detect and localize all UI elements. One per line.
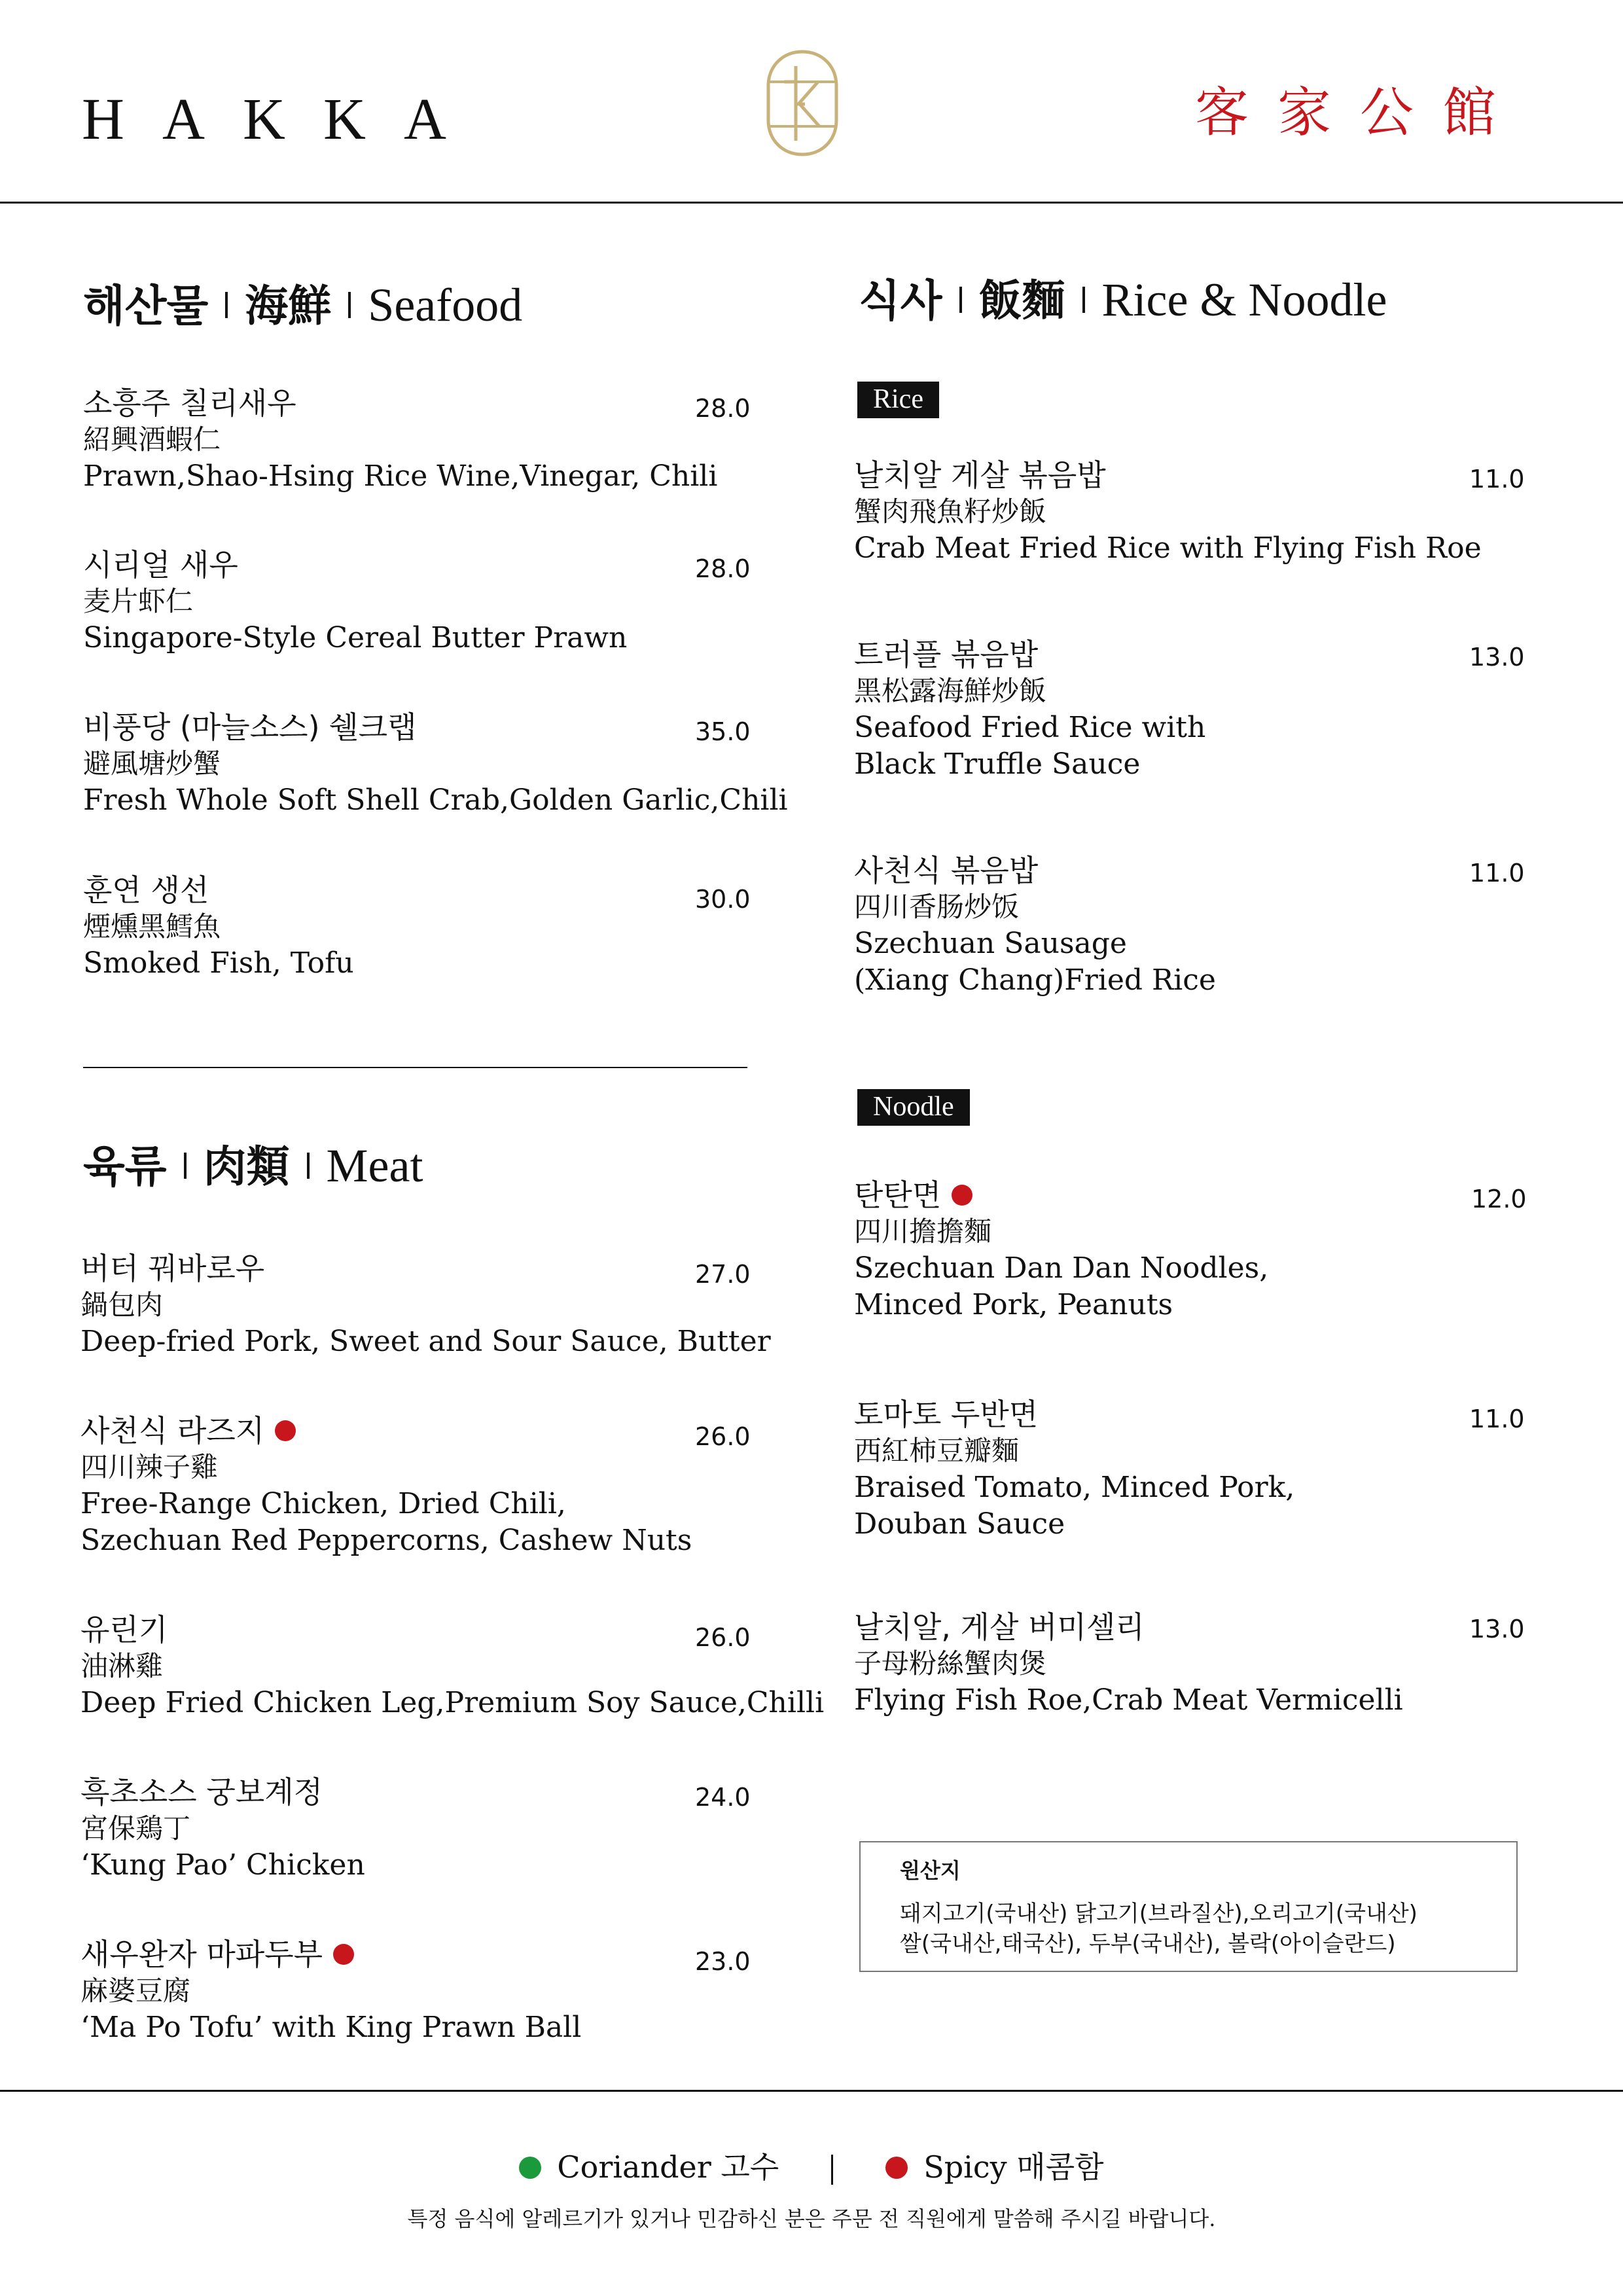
item-name-ko: 새우완자 마파두부	[80, 1937, 323, 1972]
item-description: Minced Pork, Peanuts	[854, 1288, 1173, 1321]
item-name-ko: 날치알, 게살 버미셀리	[854, 1609, 1145, 1645]
legend-spicy: Spicy 매콤함	[923, 2149, 1104, 2185]
section-title-ko: 육류	[83, 1141, 167, 1192]
menu-item	[854, 1609, 1403, 1719]
menu-item	[854, 1177, 1268, 1323]
origin-line: 돼지고기(국내산) 닭고기(브라질산),오리고기(국내산)	[900, 1901, 1418, 1927]
item-name-ko: 버터 꿔바로우	[80, 1251, 265, 1286]
coriander-indicator-icon	[519, 2157, 541, 2179]
item-price: 13.0	[1469, 1615, 1525, 1643]
item-description: (Xiang Chang)Fried Rice	[854, 963, 1216, 997]
item-description: Deep-fried Pork, Sweet and Sour Sauce, Butter	[80, 1325, 771, 1358]
item-price: 23.0	[695, 1947, 751, 1976]
item-price: 30.0	[695, 885, 751, 914]
menu-item	[80, 1412, 692, 1559]
item-name-ko: 트러플 볶음밥	[854, 637, 1039, 672]
item-name-ko: 토마토 두반면	[854, 1397, 1039, 1432]
section-divider	[83, 1067, 747, 1068]
item-description: Black Truffle Sauce	[854, 747, 1141, 781]
section-title-en: Rice & Noodle	[1101, 274, 1387, 326]
item-name-cn: 西紅柿豆瓣麵	[854, 1435, 1020, 1467]
item-description: Prawn,Shao-Hsing Rice Wine,Vinegar, Chili	[83, 459, 718, 493]
item-description: Singapore-Style Cereal Butter Prawn	[83, 621, 628, 655]
item-description: Flying Fish Roe,Crab Meat Vermicelli	[854, 1683, 1403, 1717]
spicy-indicator-icon	[952, 1185, 972, 1206]
item-description: Fresh Whole Soft Shell Crab,Golden Garlic,Chili	[83, 783, 788, 817]
spicy-indicator-icon	[333, 1944, 354, 1965]
item-description: Crab Meat Fried Rice with Flying Fish Roe	[854, 531, 1482, 565]
item-name-cn: 子母粉絲蟹肉煲	[854, 1647, 1047, 1679]
brand-name: HAKKA	[82, 87, 484, 152]
item-description: Szechuan Red Peppercorns, Cashew Nuts	[80, 1524, 692, 1557]
item-price: 35.0	[695, 717, 751, 746]
spicy-indicator-icon	[275, 1420, 296, 1441]
section-title-cn: 肉類	[203, 1141, 290, 1192]
menu-item	[83, 872, 354, 982]
item-name-cn: 四川香肠炒饭	[854, 891, 1020, 923]
item-name-cn: 麦片虾仁	[83, 585, 194, 617]
section-title-ko: 식사	[859, 276, 942, 326]
footer-divider	[0, 2090, 1623, 2092]
item-name-ko: 사천식 라즈지	[80, 1413, 265, 1448]
item-name-cn: 四川辣子雞	[80, 1451, 219, 1483]
item-name-cn: 煙燻黑鱈魚	[83, 910, 221, 942]
section-title-rice-noodle	[859, 274, 1387, 326]
section-title-ko: 해산물	[83, 281, 209, 331]
item-name-ko: 사천식 볶음밥	[854, 853, 1039, 888]
origin-line: 쌀(국내산,태국산), 두부(국내산), 볼락(아이슬란드)	[900, 1931, 1396, 1957]
item-name-ko: 탄탄면	[854, 1177, 942, 1213]
legend-coriander: Coriander 고수	[557, 2149, 779, 2185]
item-price: 28.0	[695, 394, 751, 423]
item-description: Douban Sauce	[854, 1507, 1065, 1541]
menu-item	[854, 852, 1216, 999]
item-name-ko: 소흥주 칠리새우	[83, 386, 296, 421]
item-name-cn: 避風塘炒蟹	[83, 747, 221, 780]
section-title-en: Seafood	[368, 279, 523, 331]
item-price: 24.0	[695, 1783, 751, 1812]
item-description: ‘Kung Pao’ Chicken	[80, 1848, 365, 1882]
menu-item	[83, 709, 788, 819]
menu-item	[854, 1396, 1294, 1543]
item-description: Deep Fried Chicken Leg,Premium Soy Sauce,Chilli	[80, 1686, 825, 1719]
section-title-meat	[83, 1139, 423, 1192]
item-name-ko: 시리얼 새우	[83, 547, 238, 583]
subsection-label-noodle: Noodle	[857, 1089, 970, 1126]
item-description: Smoked Fish, Tofu	[83, 946, 354, 980]
item-description: Free-Range Chicken, Dried Chili,	[80, 1487, 566, 1520]
item-price: 27.0	[695, 1260, 751, 1289]
menu-item	[854, 636, 1205, 783]
header-divider	[0, 202, 1623, 204]
item-price: 11.0	[1469, 1405, 1525, 1433]
spicy-indicator-icon	[885, 2157, 908, 2179]
item-name-ko: 흑초소스 궁보계정	[80, 1774, 323, 1810]
item-price: 28.0	[695, 554, 751, 583]
item-name-cn: 蟹肉飛魚籽炒飯	[854, 495, 1047, 528]
item-name-ko: 유린기	[80, 1612, 168, 1647]
item-description: Braised Tomato, Minced Pork,	[854, 1471, 1295, 1504]
section-title-en: Meat	[326, 1139, 423, 1192]
section-title-cn: 海鮮	[245, 281, 332, 331]
hakka-logo	[766, 49, 839, 157]
item-name-cn: 黑松露海鮮炒飯	[854, 675, 1047, 707]
item-name-ko: 비풍당 (마늘소스) 쉘크랩	[83, 709, 417, 745]
section-title-seafood	[83, 281, 522, 329]
item-description: Seafood Fried Rice with	[854, 711, 1206, 744]
item-description: Szechuan Sausage	[854, 927, 1127, 960]
menu-item	[854, 457, 1482, 567]
menu-item	[83, 547, 627, 656]
origin-title: 원산지	[900, 1858, 961, 1883]
origin-notice-box	[859, 1841, 1518, 1972]
item-name-cn: 油淋雞	[80, 1650, 164, 1682]
item-name-cn: 鍋包肉	[80, 1289, 164, 1321]
menu-item	[80, 1774, 365, 1884]
item-name-cn: 宮保鶏丁	[80, 1812, 191, 1844]
menu-item	[83, 385, 717, 495]
item-price: 11.0	[1469, 465, 1525, 493]
item-name-ko: 훈연 생선	[83, 872, 209, 908]
item-price: 26.0	[695, 1623, 751, 1652]
item-price: 13.0	[1469, 643, 1525, 672]
item-price: 12.0	[1471, 1185, 1527, 1213]
legend	[0, 2144, 1623, 2187]
allergy-notice: 특정 음식에 알레르기가 있거나 민감하신 분은 주문 전 직원에게 말씀해 주시길 바랍니다.	[407, 2206, 1216, 2231]
item-description: ‘Ma Po Tofu’ with King Prawn Ball	[80, 2011, 582, 2044]
brand-name-chinese: 客家公館	[1194, 82, 1525, 144]
item-name-cn: 四川擔擔麵	[854, 1215, 992, 1247]
item-name-cn: 麻婆豆腐	[80, 1975, 191, 2007]
menu-item	[80, 1250, 771, 1360]
section-title-cn: 飯麵	[978, 276, 1065, 326]
menu-item	[80, 1936, 581, 2046]
item-price: 11.0	[1469, 859, 1525, 888]
item-price: 26.0	[695, 1422, 751, 1451]
item-name-cn: 紹興酒蝦仁	[83, 423, 221, 456]
subsection-label-rice: Rice	[857, 382, 939, 418]
item-name-ko: 날치알 게살 볶음밥	[854, 457, 1106, 493]
item-description: Szechuan Dan Dan Noodles,	[854, 1251, 1269, 1285]
